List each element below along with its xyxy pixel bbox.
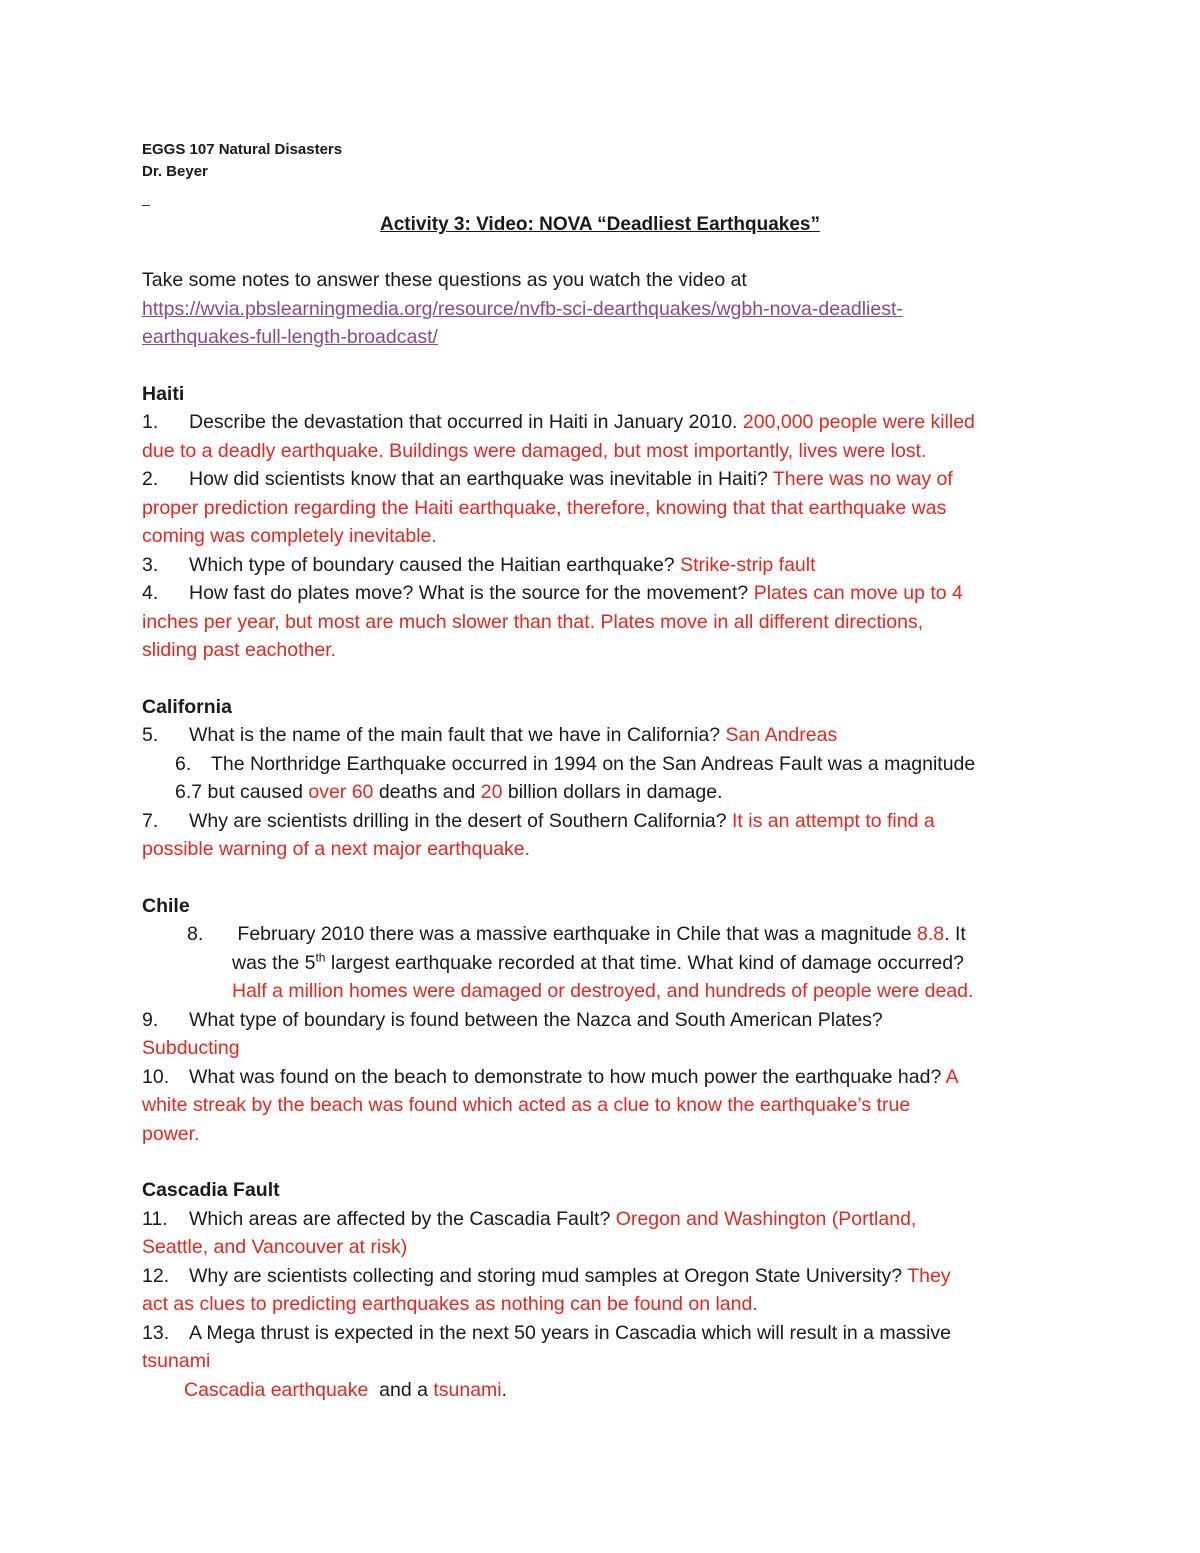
question-text: and a [368, 1378, 434, 1401]
document-body [142, 266, 1072, 1404]
question-text: What is the name of the main fault that we have in California? [189, 724, 726, 746]
section-heading-chile: Chile [142, 894, 190, 917]
answer-text: 200,000 people were killed [742, 411, 975, 433]
question-8-continued [142, 949, 1072, 978]
question-4 [142, 579, 1072, 608]
answer-text: A [945, 1065, 959, 1088]
question-number: 11. [142, 1207, 168, 1230]
video-link[interactable]: https://wvia.pbslearningmedia.org/resource/nvfb-sci-dearthquakes/wgbh-nova-deadliest- [142, 297, 903, 320]
question-number: 12. [142, 1264, 170, 1287]
answer-text: Half a million homes were damaged or destroyed, and hundreds of people were dead. [232, 980, 974, 1002]
answer-text: There was no way of [772, 468, 953, 490]
answer-text: white streak by the beach was found which acted as a clue to know the earthquake’s true [142, 1094, 911, 1116]
intro-text: Take some notes to answer these questions as you watch the video at [142, 269, 747, 291]
answer-text: over 60 [308, 781, 374, 803]
question-text: 6.7 but caused [175, 781, 309, 803]
question-10 [142, 1063, 1072, 1092]
section-heading-haiti: Haiti [142, 382, 185, 405]
answer-text: possible warning of a next major earthquake. [142, 838, 531, 860]
answer-text: act as clues to predicting earthquakes as nothing can be found on land. [142, 1293, 758, 1315]
question-8 [142, 920, 1072, 949]
question-number: 4. [142, 582, 159, 604]
activity-title: Activity 3: Video: NOVA “Deadliest Earthquakes” [380, 214, 820, 235]
answer-text: due to a deadly earthquake. Buildings were damaged, but most importantly, lives were lost. [142, 439, 927, 462]
answer-text: It is an attempt to find a [732, 809, 935, 832]
question-number: 8. [187, 923, 204, 945]
question-text: How did scientists know that an earthquake was inevitable in Haiti? [189, 468, 773, 490]
question-11 [142, 1205, 1072, 1234]
question-13-answer [142, 1376, 1072, 1405]
question-text: deaths and [373, 781, 481, 803]
question-text: billion dollars in damage. [502, 781, 723, 803]
question-8-answer [142, 977, 1072, 1006]
question-7 [142, 807, 1072, 836]
dash-mark: _ [142, 190, 150, 206]
question-9 [142, 1006, 1072, 1035]
question-text: largest earthquake recorded at that time. What kind of damage occurred? [325, 951, 964, 974]
question-number: 9. [142, 1008, 159, 1031]
question-text: Which areas are affected by the Cascadia Fault? [189, 1207, 616, 1230]
question-6-continued [142, 778, 1072, 807]
video-link-continued[interactable]: earthquakes-full-length-broadcast/ [142, 326, 438, 348]
instructor-name: Dr. Beyer [142, 163, 208, 180]
question-text: The Northridge Earthquake occurred in 1994 on the San Andreas Fault was a magnitude [211, 752, 976, 775]
answer-text: sliding past eachother. [142, 639, 337, 661]
question-number: 5. [142, 724, 159, 746]
question-text: . [501, 1378, 508, 1401]
answer-text: Plates can move up to 4 [753, 582, 963, 604]
question-number: 1. [142, 411, 159, 433]
answer-text: Seattle, and Vancouver at risk) [142, 1236, 408, 1258]
answer-text: coming was completely inevitable. [142, 525, 437, 547]
question-text: What type of boundary is found between the Nazca and South American Plates? [189, 1008, 883, 1031]
answer-text: They [907, 1264, 951, 1287]
answer-text: proper prediction regarding the Haiti earthquake, therefore, knowing that that earthquake was [142, 496, 947, 519]
question-number: 3. [142, 553, 159, 576]
answer-text: 8.8 [917, 923, 945, 945]
section-heading-cascadia: Cascadia Fault [142, 1179, 280, 1201]
question-2 [142, 465, 1072, 494]
question-text: Why are scientists collecting and storing mud samples at Oregon State University? [189, 1264, 908, 1287]
question-text: How fast do plates move? What is the source for the movement? [189, 582, 754, 604]
question-6 [142, 750, 1072, 779]
answer-text: Subducting [142, 1037, 240, 1059]
question-3 [142, 551, 1072, 580]
question-5 [142, 721, 1072, 750]
answer-text: San Andreas [725, 724, 838, 746]
question-text: was the 5 [232, 951, 316, 974]
answer-text: tsunami [433, 1378, 502, 1401]
answer-text: Oregon and Washington (Portland, [615, 1207, 917, 1230]
answer-text: Strike-strip fault [680, 553, 816, 576]
question-text: Describe the devastation that occurred in Haiti in January 2010. [189, 411, 743, 433]
question-number: 10. [142, 1065, 170, 1088]
answer-text: 20 [480, 781, 503, 803]
course-name: EGGS 107 Natural Disasters [142, 141, 343, 158]
question-1 [142, 408, 1072, 437]
question-text: What was found on the beach to demonstrate to how much power the earthquake had? [189, 1065, 946, 1088]
answer-text: power. [142, 1122, 200, 1145]
question-text: A Mega thrust is expected in the next 50 years in Cascadia which will result in a massive [189, 1321, 951, 1344]
question-text: . It [944, 923, 966, 945]
answer-text: Cascadia earthquake [184, 1378, 369, 1401]
question-number: 7. [142, 809, 159, 832]
question-number: 2. [142, 468, 159, 490]
section-heading-california: California [142, 695, 232, 718]
answer-text: inches per year, but most are much slower than that. Plates move in all different directions, [142, 610, 924, 633]
question-text: Why are scientists drilling in the desert of Southern California? [189, 809, 733, 832]
ordinal-superscript: th [315, 950, 326, 964]
question-text: Which type of boundary caused the Haitian earthquake? [189, 553, 681, 576]
question-12 [142, 1262, 1072, 1291]
question-text: February 2010 there was a massive earthquake in Chile that was a magnitude [232, 923, 918, 945]
question-number: 13. [142, 1321, 170, 1344]
answer-text: tsunami [142, 1350, 211, 1372]
question-number: 6. [175, 752, 192, 775]
question-13 [142, 1319, 1072, 1348]
